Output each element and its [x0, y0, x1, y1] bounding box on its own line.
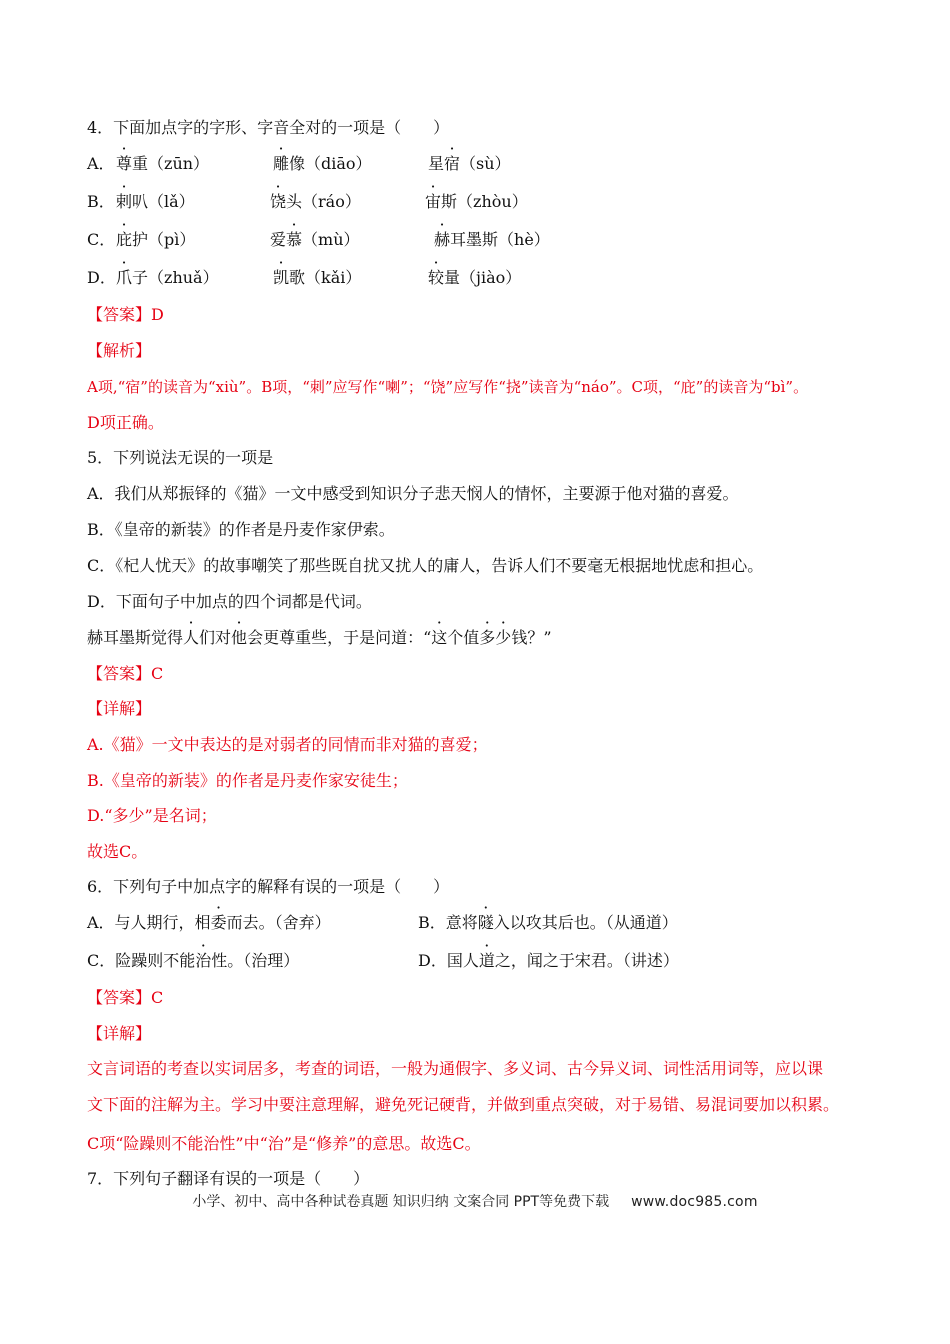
option-label: D． — [87, 268, 116, 287]
dotted-char: 较 — [428, 268, 445, 287]
page-footer — [0, 1192, 950, 1212]
q4-analysis-line-2: D项正确。 — [87, 413, 164, 432]
dotted-char: 隧 — [477, 913, 494, 932]
footer-site-link[interactable]: www.doc985.com — [631, 1194, 758, 1210]
q4-answer: 【答案】D — [87, 305, 164, 324]
option-a-item-3: 星宿（sù） — [428, 154, 511, 173]
option-d-item-2: 凯歌（kǎi） — [273, 268, 362, 287]
q6-option-d: D．国人道之，闻之于宋君。（讲述） — [418, 951, 679, 970]
dotted-char: 尊 — [116, 154, 133, 173]
option-b-item-2: 饶头（ráo） — [270, 192, 361, 211]
q5-sentence: 赫耳墨斯觉得人们对他会更尊重些，于是问道：“这个值多少钱？” — [87, 628, 552, 647]
dotted-char: 爪 — [116, 268, 133, 287]
q5-option-d: D．下面句子中加点的四个词都是代词。 — [87, 592, 372, 611]
option-label: B． — [87, 192, 115, 211]
dotted-char: 宿 — [444, 154, 461, 173]
dotted-char: 多 — [479, 628, 496, 647]
question-4-stem: 4．下面加点字的字形、字音全对的一项是（ ） — [87, 118, 450, 137]
q4-analysis-label: 【解析】 — [87, 341, 152, 360]
option-b-item-3: 宙斯（zhòu） — [425, 192, 528, 211]
dotted-char: 饶 — [270, 192, 287, 211]
option-d-item-1: 爪子（zhuǎ） — [116, 268, 219, 287]
q6-detail-line-3: C项“险躁则不能治性”中“治”是“修养”的意思。故选C。 — [87, 1134, 481, 1153]
option-b-item-1: 剌叭（lǎ） — [116, 192, 195, 211]
footer-text: 小学、初中、高中各种试卷真题 知识归纳 文案合同 PPT等免费下载 — [192, 1194, 610, 1210]
q5-option-b: B．《皇帝的新装》的作者是丹麦作家伊索。 — [87, 520, 395, 539]
option-label: A． — [87, 154, 115, 173]
dotted-char: 委 — [210, 913, 227, 932]
dotted-char: 治 — [195, 951, 212, 970]
dotted-char: 宙 — [425, 192, 442, 211]
q6-option-b: B．意将隧入以攻其后也。（从通道） — [418, 913, 678, 932]
option-label: C． — [87, 230, 116, 249]
q5-answer: 【答案】C — [87, 664, 164, 683]
dotted-char: 赫 — [434, 230, 451, 249]
q5-detail-label: 【详解】 — [87, 699, 152, 718]
option-c-item-1: 庇护（pì） — [116, 230, 196, 249]
q4-analysis-line-1: A项,“宿”的读音为“xiù”。B项，“刺”应写作“喇”；“饶”应写作“挠”读音为“náo”。C项，“庇”的读音为“bì”。 — [87, 378, 809, 396]
option-d-item-3: 较量（jiào） — [428, 268, 522, 287]
q5-detail-line-4: 故选C。 — [87, 842, 148, 861]
question-5-stem: 5．下列说法无误的一项是 — [87, 448, 274, 467]
q5-option-a: A．我们从郑振铎的《猫》一文中感受到知识分子悲天悯人的情怀，主要源于他对猫的喜爱。 — [87, 484, 739, 503]
dotted-char: 少 — [495, 628, 512, 647]
dotted-char: 人 — [183, 628, 200, 647]
question-7-stem: 7．下列句子翻译有误的一项是（ ） — [87, 1169, 370, 1188]
dotted-char: 慕 — [286, 230, 303, 249]
q5-detail-line-1: A.《猫》一文中表达的是对弱者的同情而非对猫的喜爱； — [87, 735, 488, 754]
q5-option-c: C．《杞人忧天》的故事嘲笑了那些既自扰又扰人的庸人，告诉人们不要毫无根据地忧虑和担心。 — [87, 556, 764, 575]
dotted-char: 雕 — [273, 154, 290, 173]
q6-detail-label: 【详解】 — [87, 1024, 152, 1043]
dotted-char: 剌 — [116, 192, 133, 211]
question-6-stem: 6．下列句子中加点字的解释有误的一项是（ ） — [87, 877, 450, 896]
dotted-char: 道 — [478, 951, 495, 970]
dotted-char: 庇 — [116, 230, 133, 249]
q6-answer: 【答案】C — [87, 988, 164, 1007]
dotted-char: 凯 — [273, 268, 290, 287]
q6-option-c: C．险躁则不能治性。（治理） — [87, 951, 300, 970]
option-c-item-2: 爱慕（mù） — [270, 230, 360, 249]
dotted-char: 这 — [431, 628, 448, 647]
option-c-item-3: 赫耳墨斯（hè） — [434, 230, 550, 249]
q5-detail-line-3: D.“多少”是名词； — [87, 806, 217, 825]
q6-detail-line-1: 文言词语的考查以实词居多，考查的词语，一般为通假字、多义词、古今异义词、词性活用词等，应以课 — [87, 1059, 824, 1078]
q6-option-a: A．与人期行，相委而去。（舍弃） — [87, 913, 331, 932]
option-a-item-2: 雕像（diāo） — [273, 154, 372, 173]
q5-detail-line-2: B.《皇帝的新装》的作者是丹麦作家安徒生； — [87, 771, 408, 790]
option-a-item-1: 尊重（zūn） — [116, 154, 210, 173]
q6-detail-line-2: 文下面的注解为主。学习中要注意理解，避免死记硬背，并做到重点突破，对于易错、易混词要加以积累。 — [87, 1095, 840, 1114]
dotted-char: 他 — [231, 628, 248, 647]
